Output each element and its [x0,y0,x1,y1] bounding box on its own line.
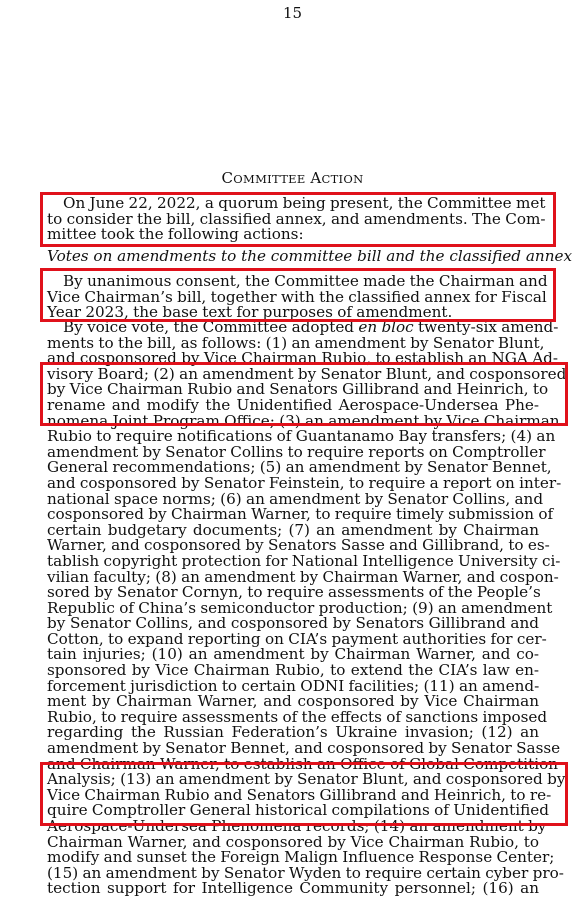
text-line: Cotton, to expand reporting on CIA’s payment authorities for cer- [47,629,547,648]
text-line: Vice Chairman’s bill, together with the classified annex for Fiscal [47,287,547,306]
text-line: Chairman Warner, and cosponsored by Vice Chairman Rubio, to [47,832,539,851]
text-line: ment by Chairman Warner, and cosponsored by Vice Chairman [47,692,539,711]
text-line: by Senator Collins, and cosponsored by Senators Gillibrand and [47,614,539,633]
text-line: cosponsored by Chairman Warner, to require timely submission of [47,505,554,524]
heading-initial-2: A [310,169,322,187]
text-line: tablish copyright protection for National Intelligence University ci- [47,551,561,570]
text-line: General recommendations; (5) an amendment by Senator Bennet, [47,458,552,477]
heading-rest-2: CTION [321,172,364,186]
heading-rest-1: OMMITTEE [233,172,306,186]
text-line: vilian faculty; (8) an amendment by Chairman Warner, and cospon- [47,567,559,586]
text-line: (15) an amendment by Senator Wyden to require certain cyber pro- [47,863,564,882]
text-line: mittee took the following actions: [47,225,304,244]
text-line: sored by Senator Cornyn, to require assessments of the People’s [47,583,541,602]
text-line: rename and modify the Unidentified Aerospace-Undersea Phe- [47,395,539,414]
text-line: Rubio to require notifications of Guantanamo Bay transfers; (4) an [47,427,556,446]
text-line: by Vice Chairman Rubio and Senators Gillibrand and Heinrich, to [47,380,549,399]
text-line: By voice vote, the Committee adopted en bloc twenty-six amend- [63,318,559,336]
text-line: amendment by Senator Collins to require reports on Comptroller [47,442,546,461]
paragraph-unanimous-consent [47,272,548,322]
text-line: Warner, and cosponsored by Senators Sasse and Gillibrand, to es- [47,536,550,555]
heading-initial-1: C [221,169,234,187]
text-line: On June 22, 2022, a quorum being present, the Committee met [63,194,546,212]
text-line: By unanimous consent, the Committee made the Chairman and [63,272,548,290]
page-number: 15 [282,4,303,22]
paragraph-quorum [47,194,546,244]
text-line: Republic of China’s semiconductor production; (9) an amendment [47,598,553,617]
text-line: certain budgetary documents; (7) an amendment by Chairman [47,520,539,539]
section-heading [0,170,585,188]
text-line: modify and sunset the Foreign Malign Influence Response Center; [47,848,555,867]
paragraph-amendments [47,318,567,897]
text-line: quire Comptroller General historical compilations of Unidentified [47,801,549,820]
text-line: Vice Chairman Rubio and Senators Gillibrand and Heinrich, to re- [47,785,552,804]
text-line: ments to the bill, as follows: (1) an amendment by Senator Blunt, [47,333,545,352]
text-line: Aerospace-Undersea Phenomena records; (14) an amendment by [47,817,547,835]
text-line: nomena Joint Program Office; (3) an amendment by Vice Chairman [47,411,560,430]
text-line: to consider the bill, classified annex, and amendments. The Com- [47,209,546,228]
text-line: amendment by Senator Bennet, and cosponsored by Senator Sasse [47,739,561,758]
text-line: and cosponsored by Senator Feinstein, to require a report on inter- [47,473,562,492]
text-line: regarding the Russian Federation’s Ukraine invasion; (12) an [47,723,539,742]
text-line: Analysis; (13) an amendment by Senator Blunt, and cosponsored by [47,770,566,789]
text-line: forcement jurisdiction to certain ODNI facilities; (11) an amend- [47,676,540,695]
en-bloc-italic: en bloc [358,318,414,336]
text-line: and Chairman Warner, to establish an Office of Global Competition [47,754,558,773]
text-line: tection support for Intelligence Community personnel; (16) an [47,879,539,897]
text-line: and cosponsored by Vice Chairman Rubio, to establish an NGA Ad- [47,349,559,368]
text-line: Rubio, to require assessments of the effects of sanctions imposed [47,707,548,726]
text-line: visory Board; (2) an amendment by Senator Blunt, and cosponsored [47,364,567,383]
text-line: sponsored by Vice Chairman Rubio, to extend the CIA’s law en- [47,661,539,680]
text-line: Year 2023, the base text for purposes of amendment. [47,303,453,322]
text-line: national space norms; (6) an amendment by Senator Collins, and [47,489,544,508]
votes-subheading: Votes on amendments to the committee bill and the classified annex [47,247,573,265]
text-line: tain injuries; (10) an amendment by Chairman Warner, and co- [47,645,539,664]
